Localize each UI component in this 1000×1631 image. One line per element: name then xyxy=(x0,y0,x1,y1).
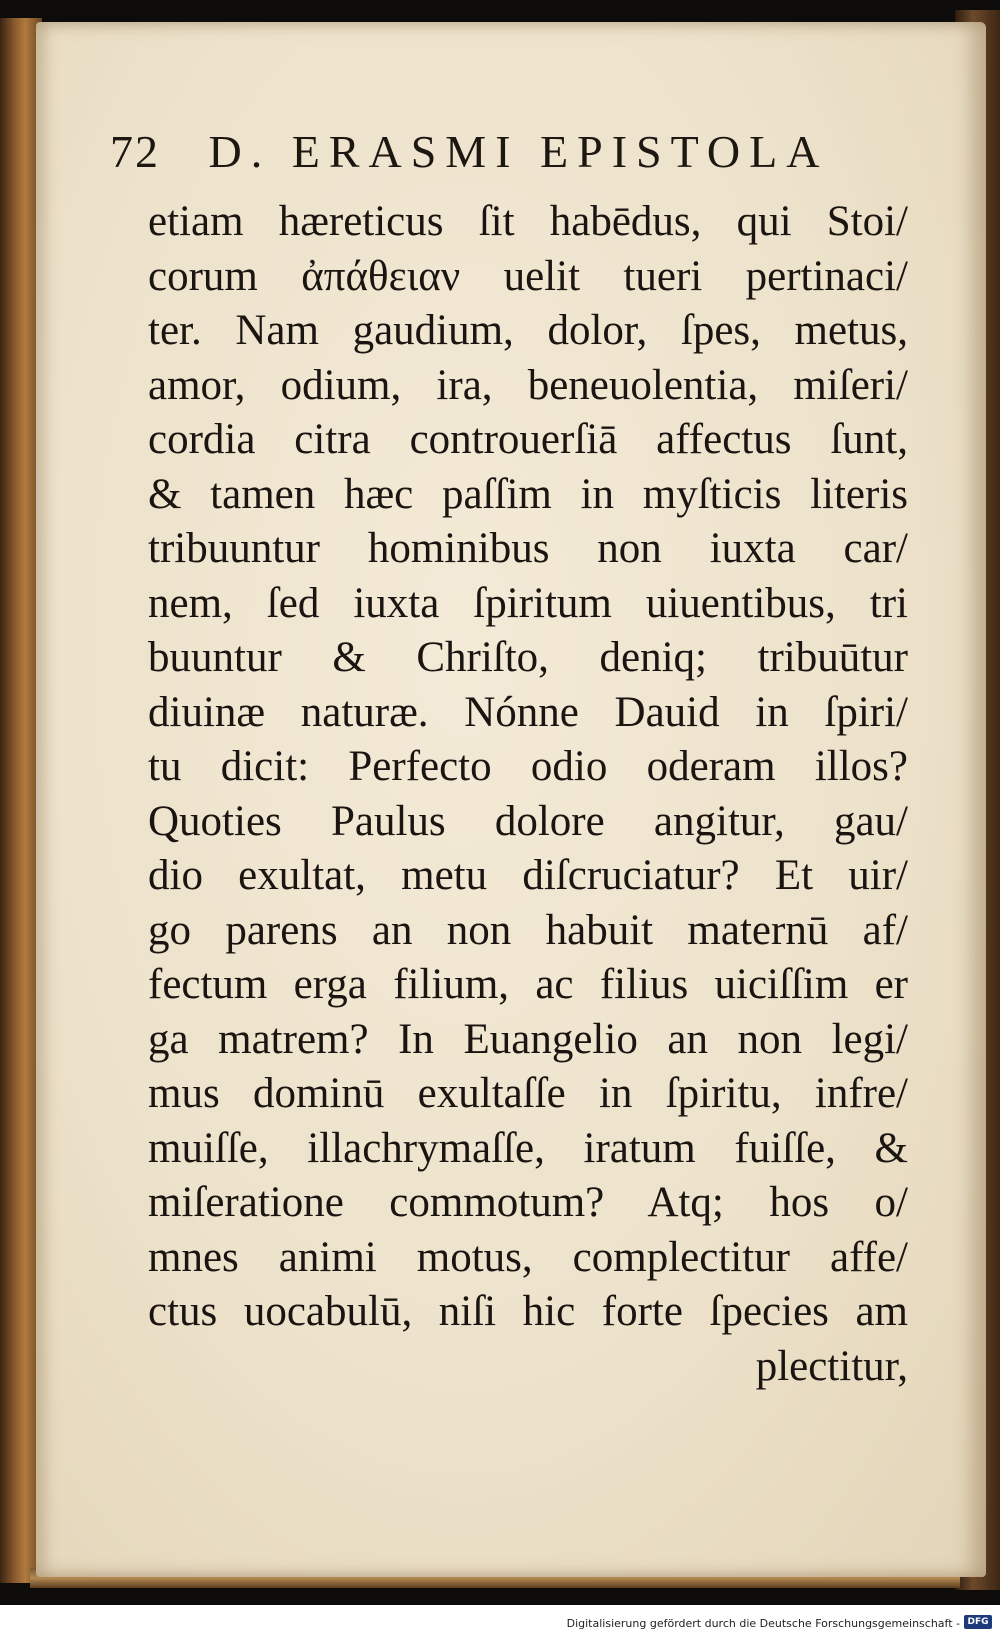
text-line: etiam hæreticus ſit habēdus, qui Stoi/ xyxy=(148,198,908,245)
text-line: cordia citra controuerſiā affectus ſunt, xyxy=(148,416,908,463)
text-line: miſeratione commotum? Atq; hos o/ xyxy=(148,1179,908,1226)
text-line: tu dicit: Perfecto odio oderam illos? xyxy=(148,743,908,790)
page-number: 72 xyxy=(110,126,160,177)
text-line: & tamen hæc paſſim in myſticis literis xyxy=(148,470,908,518)
text-line: tribuuntur hominibus non iuxta car/ xyxy=(148,525,908,572)
text-line: diuinæ naturæ. Nónne Dauid in ſpiri/ xyxy=(148,688,908,736)
text-line: dio exultat, metu diſcruciatur? Et uir/ xyxy=(148,852,908,899)
text-line: ctus uocabulū, niſi hic forte ſpecies am xyxy=(148,1288,908,1335)
dfg-logo: DFG xyxy=(964,1615,992,1629)
text-line: ga matrem? In Euangelio an non legi/ xyxy=(148,1015,908,1063)
funding-credit: Digitalisierung gefördert durch die Deutsche Forschungsgemeinschaft - xyxy=(566,1617,960,1630)
text-line: corum ἀπάθειαν uelit tueri pertinaci/ xyxy=(148,252,908,300)
catchword-line: plectitur, xyxy=(755,1342,908,1390)
text-line: mus dominū exultaſſe in ſpiritu, infre/ xyxy=(148,1070,908,1117)
text-line: Quoties Paulus dolore angitur, gau/ xyxy=(148,797,908,845)
text-line: go parens an non habuit maternū af/ xyxy=(148,906,908,954)
text-line: fectum erga filium, ac filius uiciſſim er xyxy=(148,961,908,1008)
text-line: mnes animi motus, complectitur affe/ xyxy=(148,1233,908,1281)
body-text xyxy=(148,195,908,1394)
text-line: muiſſe, illachrymaſſe, iratum fuiſſe, & xyxy=(148,1124,908,1172)
text-line: ter. Nam gaudium, dolor, ſpes, metus, xyxy=(148,307,908,354)
running-header xyxy=(110,125,910,178)
text-line: amor, odium, ira, beneuolentia, miſeri/ xyxy=(148,361,908,409)
text-line: nem, ſed iuxta ſpiritum uiuentibus, tri xyxy=(148,579,908,627)
text-line: buuntur & Chriſto, deniq; tribuūtur xyxy=(148,634,908,681)
running-title: D. ERASMI EPISTOLA xyxy=(208,126,829,177)
